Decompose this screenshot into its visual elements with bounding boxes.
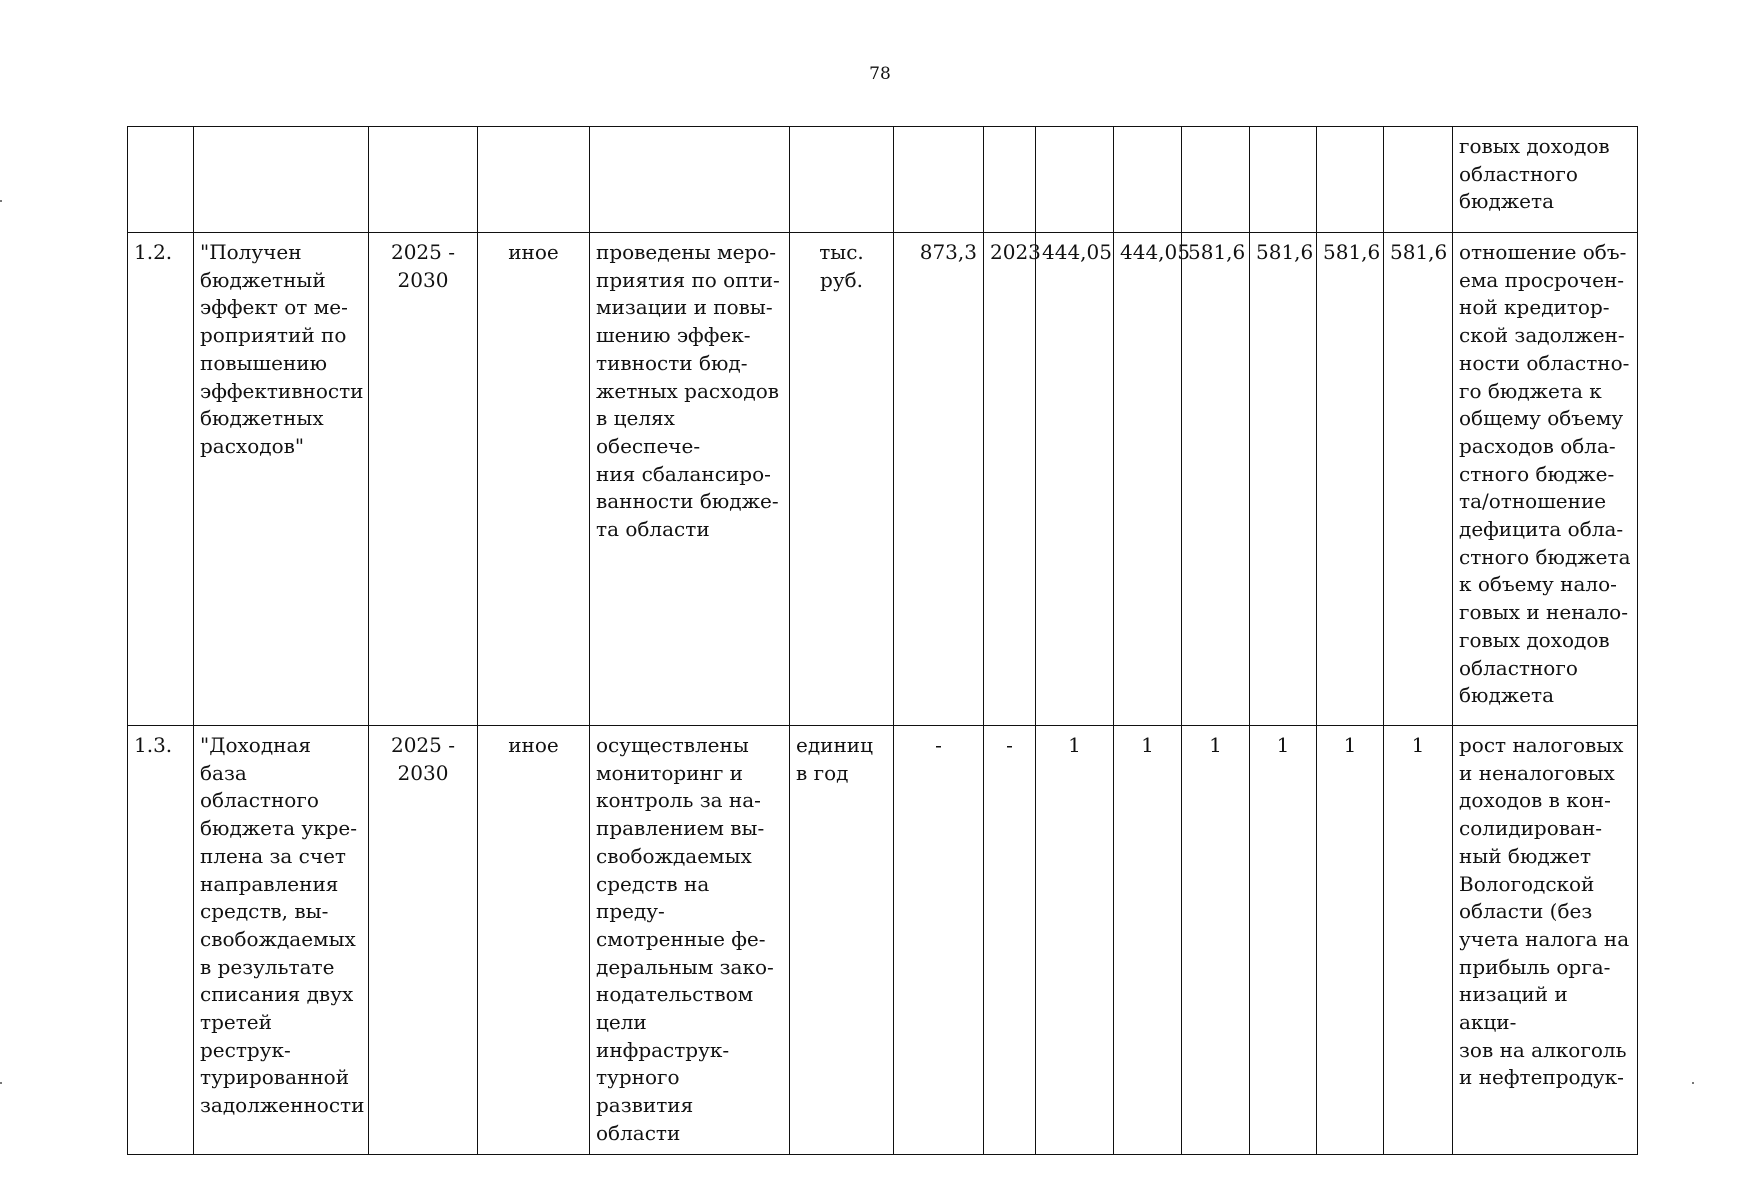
cell-value-2027: 1 <box>1182 726 1250 1155</box>
cell-effect: рост налоговых и неналоговых доходов в кон- солидирован- ный бюджет Вологодской области (без учета налога на прибыль орга- низаций и акци- зов на алкоголь и нефтепродук- <box>1453 726 1638 1155</box>
cell-value-2029: 581,6 <box>1317 233 1384 726</box>
cell-value-2030: 1 <box>1384 726 1453 1155</box>
cell-task: "Доходная база областного бюджета укре- плена за счет направления средств, вы- свобождаемых в результате списания двух третей реструк- турированной задолженности <box>194 726 369 1155</box>
cell-unit <box>790 127 894 233</box>
scan-mark <box>1692 1082 1694 1084</box>
cell-value-2025 <box>1036 127 1114 233</box>
cell-base-value: 873,3 <box>894 233 984 726</box>
cell-type <box>478 127 590 233</box>
cell-value-2029: 1 <box>1317 726 1384 1155</box>
cell-value-2030 <box>1384 127 1453 233</box>
cell-characteristic: проведены меро- приятия по опти- мизации и повы- шению эффек- тивности бюд- жетных расходов в целях обеспече- ния сбалансиро- ванности бюдже- та области <box>590 233 790 726</box>
scan-mark <box>0 200 2 202</box>
cell-characteristic <box>590 127 790 233</box>
cell-base-year: 2023 <box>984 233 1036 726</box>
cell-effect: говых доходов областного бюджета <box>1453 127 1638 233</box>
indicators-table <box>127 126 1638 1155</box>
cell-task <box>194 127 369 233</box>
cell-base-value <box>894 127 984 233</box>
cell-unit: тыс. руб. <box>790 233 894 726</box>
cell-number: 1.2. <box>128 233 194 726</box>
cell-type: иное <box>478 233 590 726</box>
cell-value-2029 <box>1317 127 1384 233</box>
cell-value-2026: 1 <box>1114 726 1182 1155</box>
cell-value-2025: 444,05 <box>1036 233 1114 726</box>
cell-value-2030: 581,6 <box>1384 233 1453 726</box>
cell-base-value: - <box>894 726 984 1155</box>
cell-base-year: - <box>984 726 1036 1155</box>
table-row-1-3 <box>128 726 1638 1155</box>
cell-value-2025: 1 <box>1036 726 1114 1155</box>
cell-value-2027: 581,6 <box>1182 233 1250 726</box>
cell-value-2027 <box>1182 127 1250 233</box>
cell-value-2028: 581,6 <box>1250 233 1317 726</box>
table-row-continuation <box>128 127 1638 233</box>
cell-number: 1.3. <box>128 726 194 1155</box>
cell-period: 2025 - 2030 <box>369 233 478 726</box>
cell-value-2028 <box>1250 127 1317 233</box>
cell-value-2028: 1 <box>1250 726 1317 1155</box>
cell-type: иное <box>478 726 590 1155</box>
cell-characteristic: осуществлены мониторинг и контроль за на- правлением вы- свобождаемых средств на преду- смотренные фе- деральным зако- нодательством цели инфраструк- турного развития области <box>590 726 790 1155</box>
cell-unit: единиц в год <box>790 726 894 1155</box>
page-number: 78 <box>869 64 891 84</box>
cell-effect: отношение объ- ема просрочен- ной кредитор- ской задолжен- ности областно- го бюджета к общему объему расходов обла- стного бюдже- та/отношение дефицита обла- стного бюджета к объему нало- говых и ненало- говых доходов областного бюджета <box>1453 233 1638 726</box>
table-row-1-2 <box>128 233 1638 726</box>
cell-period: 2025 - 2030 <box>369 726 478 1155</box>
cell-base-year <box>984 127 1036 233</box>
scan-mark <box>0 1082 2 1084</box>
cell-number <box>128 127 194 233</box>
cell-period <box>369 127 478 233</box>
cell-value-2026: 444,05 <box>1114 233 1182 726</box>
cell-value-2026 <box>1114 127 1182 233</box>
cell-task: "Получен бюджетный эффект от ме- роприятий по повышению эффективности бюджетных расходов" <box>194 233 369 726</box>
